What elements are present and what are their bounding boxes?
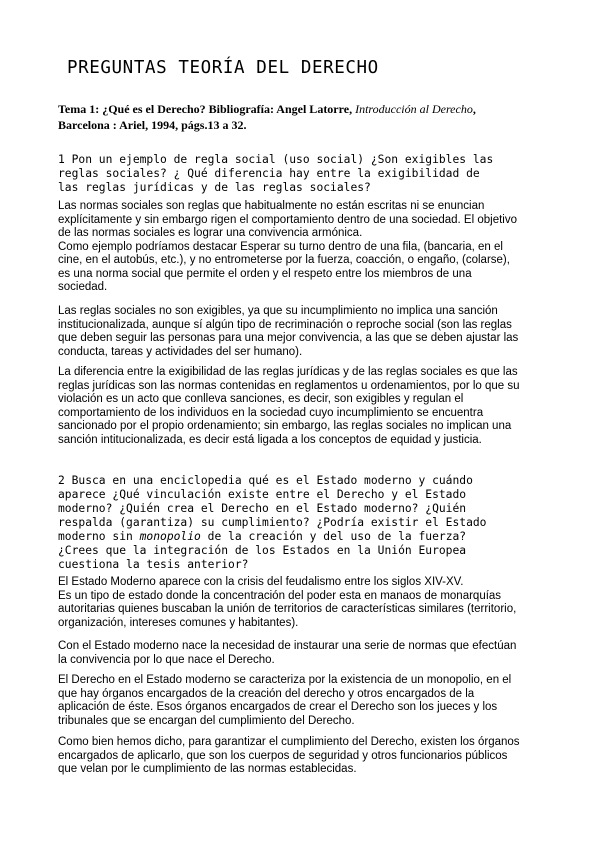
answer-line: la convivencia por lo que nace el Derecho. [58, 653, 275, 666]
question-2-line [58, 530, 538, 544]
answer-line: tribunales que se encargan del cumplimiento del Derecho. [58, 714, 355, 727]
answer-line: La diferencia entre la exigibilidad de las reglas jurídicas y de las reglas sociales es que las [58, 366, 518, 378]
answer-line: comportamiento de los individuos en la sociedad cuyo incumplimiento se encuentra [58, 406, 484, 419]
answer-line: Las reglas sociales no son exigibles, ya que su incumplimiento no implica una sanción [58, 305, 498, 317]
question-1 [58, 153, 538, 195]
answer-line: autoritarias quienes buscaban la unión de territorios de características similares (territorio, [58, 603, 517, 615]
question-2-line: aparece ¿Qué vinculación existe entre el Derecho y el Estado [58, 488, 467, 501]
document-title: PREGUNTAS TEORÍA DEL DERECHO [67, 58, 379, 78]
question-2-line: 2 Busca en una enciclopedia qué es el Estado moderno y cuándo [58, 474, 473, 487]
answer-1-paragraph-1 [58, 200, 548, 295]
answer-line: sanción intitucionalizada, es decir está ligada a los conceptos de equidad y justicia. [58, 433, 482, 446]
answer-2-paragraph-3 [58, 674, 548, 728]
answer-line: sociedad. [58, 281, 108, 293]
answer-line: Con el Estado moderno nace la necesidad de instaurar una serie de normas que efectúan [58, 640, 517, 652]
answer-line: Las normas sociales son reglas que habitualmente no están escritas ni se enuncian [58, 200, 485, 212]
answer-line: El Derecho en el Estado moderno se caracteriza por la existencia de un monopolio, en el [58, 674, 512, 686]
answer-2-paragraph-2 [58, 640, 548, 667]
bibliography-prefix: Tema 1: ¿Qué es el Derecho? Bibliografía: Angel Latorre, [58, 102, 353, 116]
answer-line: conducta, tareas y actividades del ser humano). [58, 345, 303, 358]
answer-line: Es un tipo de estado donde la concentración del poder esta en manaos de monarquías [58, 589, 502, 602]
question-1-line: 1 Pon un ejemplo de regla social (uso social) ¿Son exigibles las [58, 153, 494, 166]
question-2-text: de la creación y del uso de la fuerza? [200, 530, 467, 543]
question-1-line: reglas sociales? ¿ Qué diferencia hay entre la exigibilidad de [58, 167, 480, 180]
question-2-italic-term: monopolio [139, 530, 201, 543]
answer-2-paragraph-1 [58, 576, 548, 630]
answer-line: es una norma social que permite el orden y el respeto entre los miembros de una [58, 267, 472, 280]
answer-line: que velan por le cumplimiento de las normas establecidas. [58, 763, 357, 775]
answer-line: reglas jurídicas son las normas contenidas en reglamentos u ordenamientos, por lo que su [58, 379, 520, 392]
answer-line: explícitamente y sin embargo rigen el comportamiento dentro de una sociedad. El objetivo [58, 213, 517, 226]
bibliography-reference [58, 101, 528, 133]
answer-line: encargados de aplicarlo, que son los cuerpos de seguridad y otros funcionarios públicos [58, 749, 508, 762]
question-2-text: moderno sin [58, 530, 140, 543]
bibliography-book-title: Introducción al Derecho [355, 102, 473, 116]
question-2 [58, 474, 538, 572]
answer-line: violación es un acto que conlleva sanciones, es decir, son exigibles y regulan el [58, 393, 464, 405]
answer-line: aplicación de éste. Esos órganos encargados de crear el Derecho son los jueces y los [58, 701, 498, 713]
question-1-line: las reglas jurídicas y de las reglas sociales? [58, 181, 371, 194]
question-2-line: moderno? ¿Quién crea el Derecho en el Estado moderno? ¿Quién [58, 502, 467, 515]
answer-line: sancionado por el propio ordenamiento; sin embargo, las reglas sociales no implican una [58, 420, 512, 432]
answer-line: que hay órganos encargados de la creación del derecho y otros encargados de la [58, 687, 475, 700]
answer-line: Como ejemplo podríamos destacar Esperar su turno dentro de una fila, (bancaria, en el [58, 240, 503, 253]
answer-2-paragraph-4 [58, 736, 548, 777]
answer-line: organización, intereses comunes y habitantes). [58, 616, 299, 629]
answer-line: cine, en el autobús, etc.), y no entrometerse por la fuerza, coacción, o engaño, (colarse), [58, 254, 510, 266]
bibliography-publisher: Barcelona : Ariel, 1994, págs.13 a 32. [58, 118, 247, 132]
bibliography-comma: , [472, 102, 476, 116]
question-2-line: ¿Crees que la integración de los Estados en la Unión Europea [58, 544, 467, 557]
answer-line: que deben seguir las personas para una mejor convivencia, a las que se deben ajustar las [58, 332, 519, 344]
answer-line: El Estado Moderno aparece con la crisis del feudalismo entre los siglos XIV-XV. [58, 576, 464, 588]
question-2-line: respalda (garantiza) su cumplimiento? ¿Podría existir el Estado [58, 516, 487, 529]
answer-line: institucionalizada, aunque sí algún tipo de recriminación o reproche social (son las reglas [58, 318, 512, 331]
answer-line: de las normas sociales es lograr una convivencia armónica. [58, 227, 363, 239]
question-2-line: cuestiona la tesis anterior? [58, 558, 249, 571]
answer-1-paragraph-3 [58, 366, 548, 447]
answer-1-paragraph-2 [58, 305, 548, 359]
answer-line: Como bien hemos dicho, para garantizar el cumplimiento del Derecho, existen los órganos [58, 736, 520, 748]
